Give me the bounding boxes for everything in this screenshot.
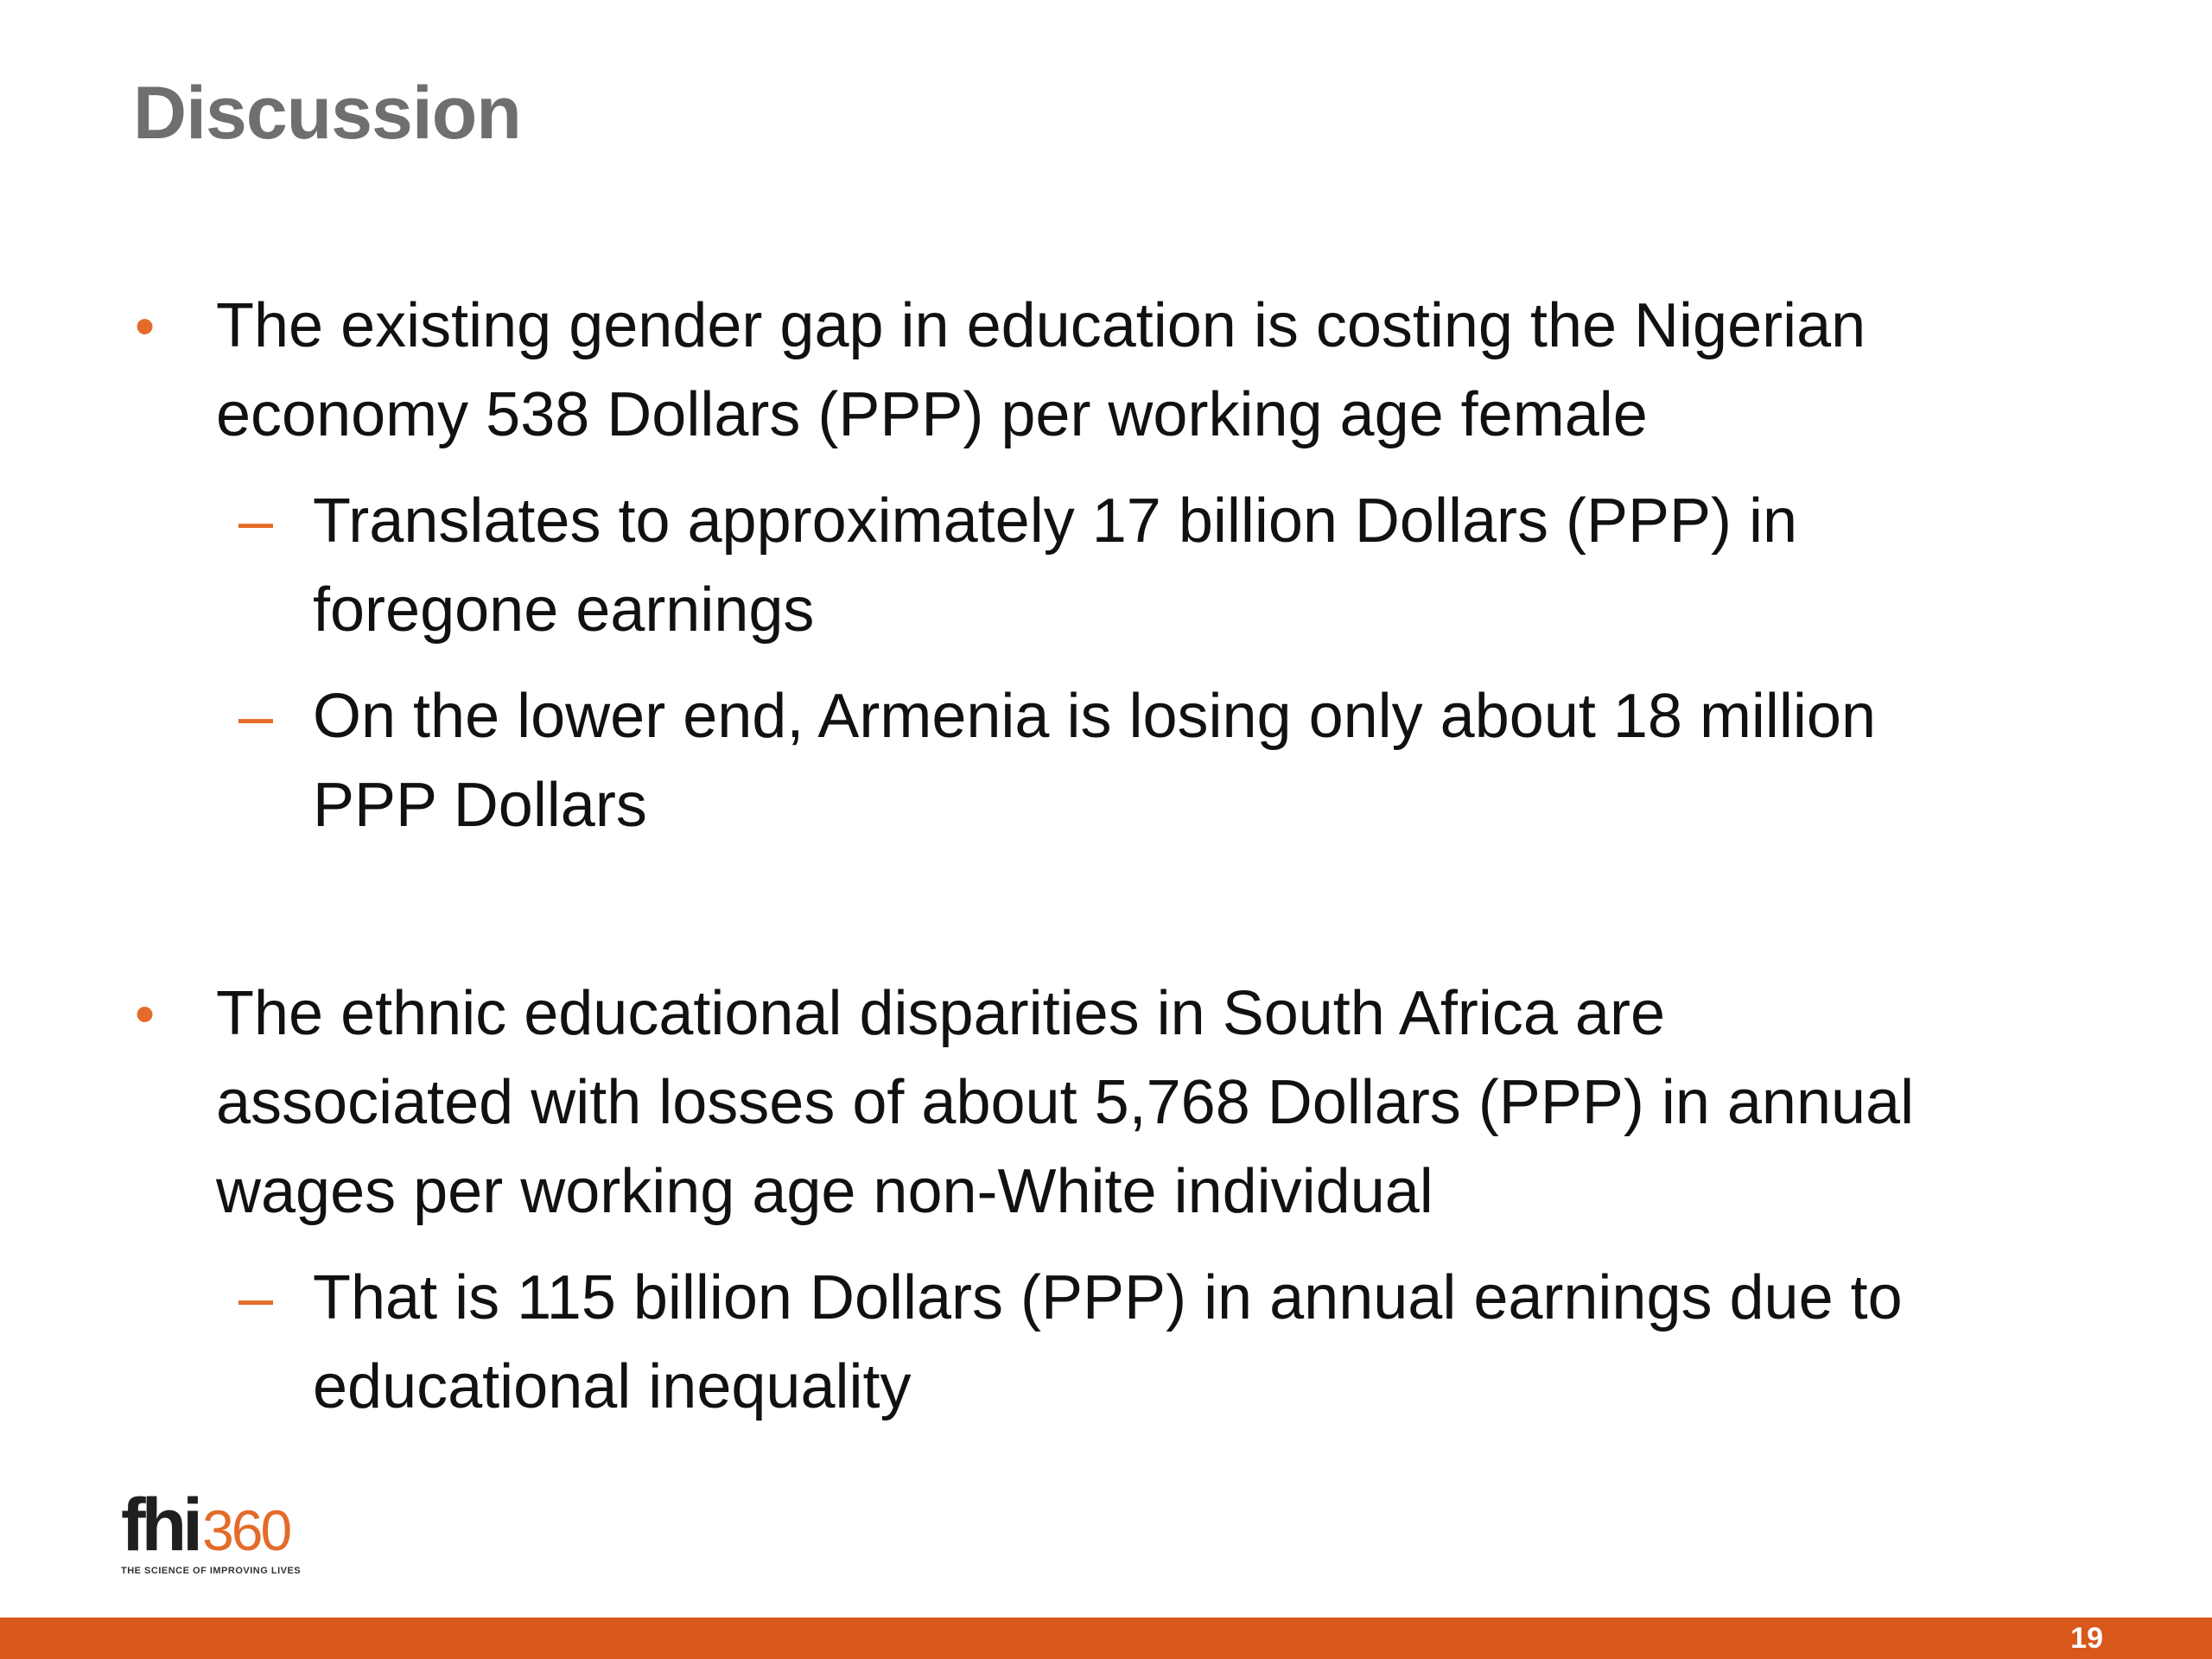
bullet-2-line-2 xyxy=(130,1058,2082,1147)
sub-bullet-2-1 xyxy=(238,1254,2153,1343)
sub-bullet-2-1-line-2 xyxy=(313,1343,2153,1432)
bullet-marker: • xyxy=(135,982,156,1046)
bullet-2-text-2: associated with losses of about 5,768 Dollars (PPP) in annual xyxy=(216,1068,1915,1137)
bullet-2-text-3: wages per working age non-White individual xyxy=(216,1157,1433,1226)
sub-bullet-marker: – xyxy=(238,1263,274,1332)
sub-bullet-1-1-line-2 xyxy=(313,566,2153,655)
bullet-1 xyxy=(130,282,2082,850)
bullet-marker: • xyxy=(135,294,156,358)
bullet-2 xyxy=(130,969,2082,1432)
sub-bullet-2-1-text-2: educational inequality xyxy=(313,1352,912,1421)
sub-bullet-marker: – xyxy=(238,486,274,556)
sub-bullet-1-2-text-1: On the lower end, Armenia is losing only about 18 million xyxy=(313,682,1876,751)
sub-bullet-marker: – xyxy=(238,682,274,751)
bullet-2-text-1: The ethnic educational disparities in South Africa are xyxy=(216,979,1665,1048)
sub-bullet-1-2-text-2: PPP Dollars xyxy=(313,771,647,840)
logo-mark xyxy=(121,1484,346,1567)
slide-title: Discussion xyxy=(133,72,521,155)
page-number: 19 xyxy=(2070,1622,2103,1655)
sub-bullet-1-2-line-2 xyxy=(313,761,2153,850)
sub-bullet-1-2 xyxy=(238,672,2153,761)
bullet-1-text-2: economy 538 Dollars (PPP) per working age female xyxy=(216,380,1648,449)
bullet-2-line-3 xyxy=(130,1147,2082,1236)
footer-bar xyxy=(0,1618,2212,1659)
fhi360-logo xyxy=(121,1484,346,1585)
sub-bullet-2-1-text-1: That is 115 billion Dollars (PPP) in annual earnings due to xyxy=(313,1263,1903,1332)
bullet-1-line-1 xyxy=(130,282,2082,371)
logo-number: 360 xyxy=(202,1498,290,1562)
bullet-2-line-1 xyxy=(130,969,2082,1058)
bullet-1-text-1: The existing gender gap in education is costing the Nigerian xyxy=(216,291,1866,360)
sub-bullet-1-1-text-2: foregone earnings xyxy=(313,575,815,645)
sub-bullet-1-1-text-1: Translates to approximately 17 billion Dollars (PPP) in xyxy=(313,486,1798,556)
sub-bullet-1-1 xyxy=(238,477,2153,566)
logo-name: fhi xyxy=(121,1484,200,1567)
bullet-1-line-2 xyxy=(130,371,2082,460)
logo-tagline: THE SCIENCE OF IMPROVING LIVES xyxy=(121,1566,302,1576)
